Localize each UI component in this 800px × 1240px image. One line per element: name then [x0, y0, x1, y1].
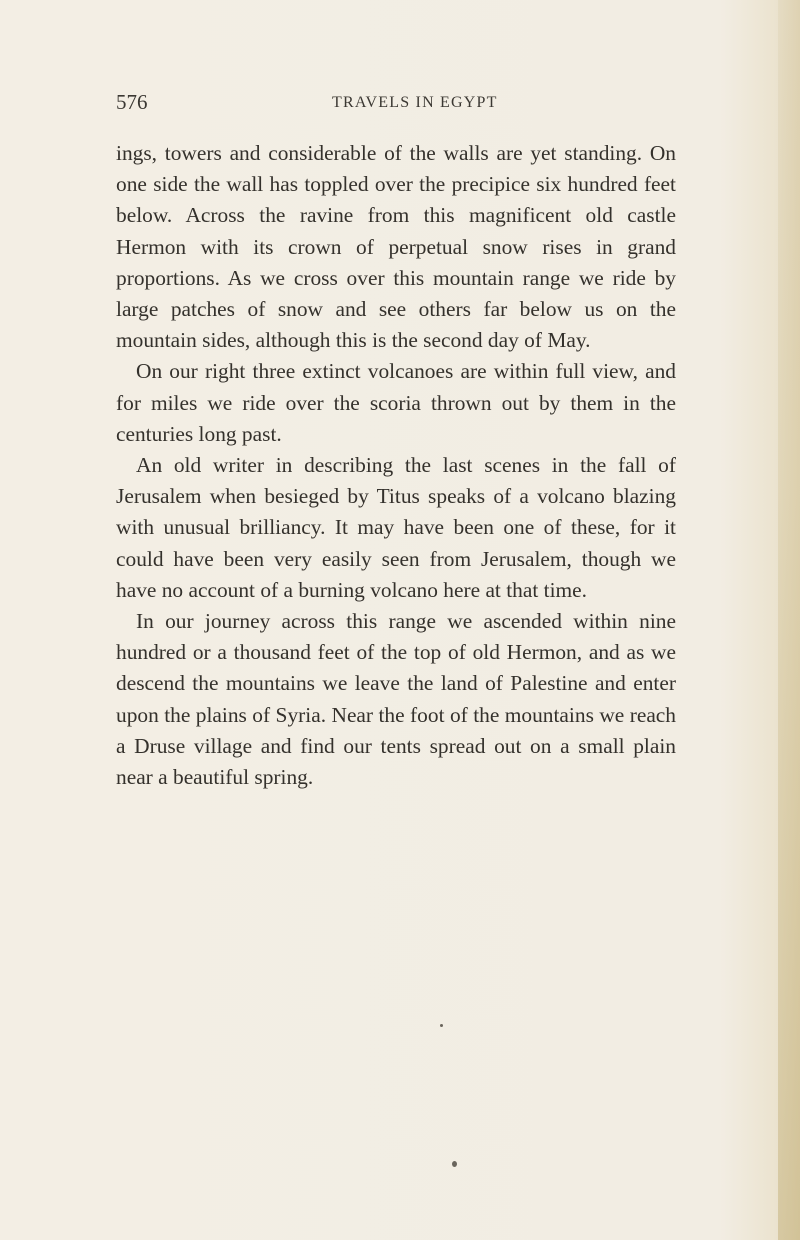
ink-speck [452, 1161, 457, 1167]
paragraph-3: An old writer in describing the last scenes in the fall of Jerusalem when besieged by Titus speaks of a volcano blazing with unusual brilliancy. It may have been one of these, for it could have been very easily seen from Jerusalem, though we have no account of a burning volcano here at that time. [116, 453, 676, 602]
page-number: 576 [116, 90, 148, 114]
paragraph-1: ings, towers and considerable of the walls are yet standing. On one side the wall has toppled over the precipice six hundred feet below. Across the ravine from this magnificent old castle Hermon with its crown of perpetual snow rises in grand proportions. As we cross over this mountain range we ride by large patches of snow and see others far below us on the mountain sides, although this is the second day of May. [116, 141, 676, 353]
paragraph-4: In our journey across this range we ascended within nine hundred or a thousand feet of the top of old Hermon, and as we descend the mountains we leave the land of Palestine and enter upon the plains of Syria. Near the foot of the mountains we reach a Druse village and find our tents spread out on a small plain near a beautiful spring. [116, 609, 676, 790]
running-title: TRAVELS IN EGYPT [332, 94, 498, 111]
ink-speck [440, 1024, 443, 1027]
page-edge-stain [778, 0, 800, 1240]
paragraph-2: On our right three extinct volcanoes are within full view, and for miles we ride over the scoria thrown out by them in the centuries long past. [116, 359, 676, 446]
page-header [116, 90, 676, 118]
body-text [116, 138, 676, 793]
